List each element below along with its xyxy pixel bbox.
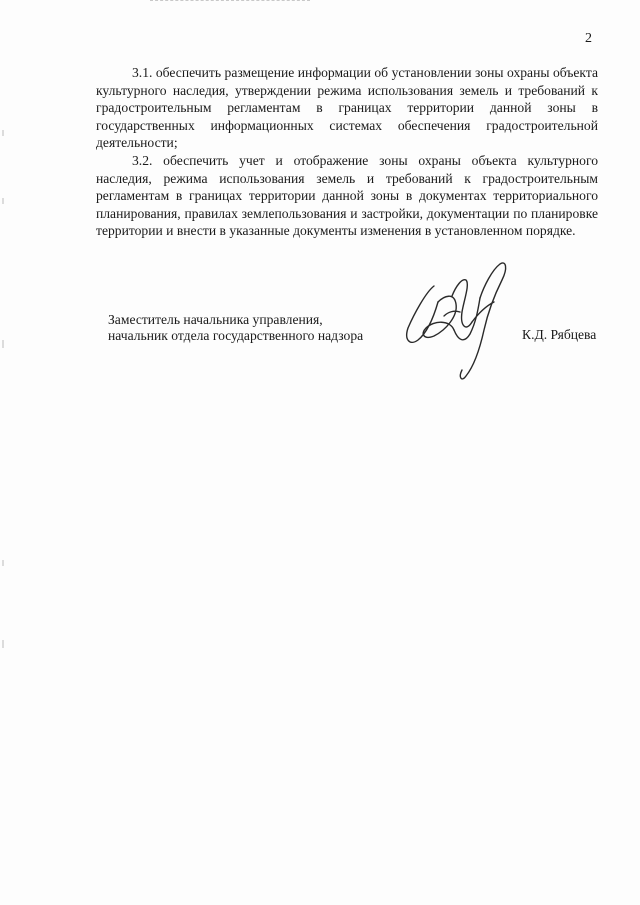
signatory-title-line2: начальник отдела государственного надзора [108, 327, 364, 343]
signatory-name: К.Д. Рябцева [522, 327, 597, 342]
signatory-title-line1: Заместитель начальника управления, [108, 312, 323, 327]
handwritten-signature [404, 256, 514, 382]
scan-artifact [150, 0, 310, 4]
signatory-title [108, 312, 363, 343]
paragraph-3-1: 3.1. обеспечить размещение информации об установлении зоны охраны объекта культурного наследия, утверждении режима использования земель и требований к градостроительным регламентам в границах территории данной зоны в государственных информационных системах обеспечения градостроительной деятельности; [96, 65, 598, 151]
paragraph-3-2: 3.2. обеспечить учет и отображение зоны охраны объекта культурного наследия, режима использования земель и требований к градостроительным регламентам в границах территории данной зоны в документах территориального планирования, правилах землепользования и застройки, документации по планировке территории и внести в указанные документы изменения в установленном порядке. [96, 152, 598, 239]
page-number: 2 [585, 31, 592, 46]
document-body [96, 64, 598, 240]
scan-edge-marks [0, 0, 12, 905]
